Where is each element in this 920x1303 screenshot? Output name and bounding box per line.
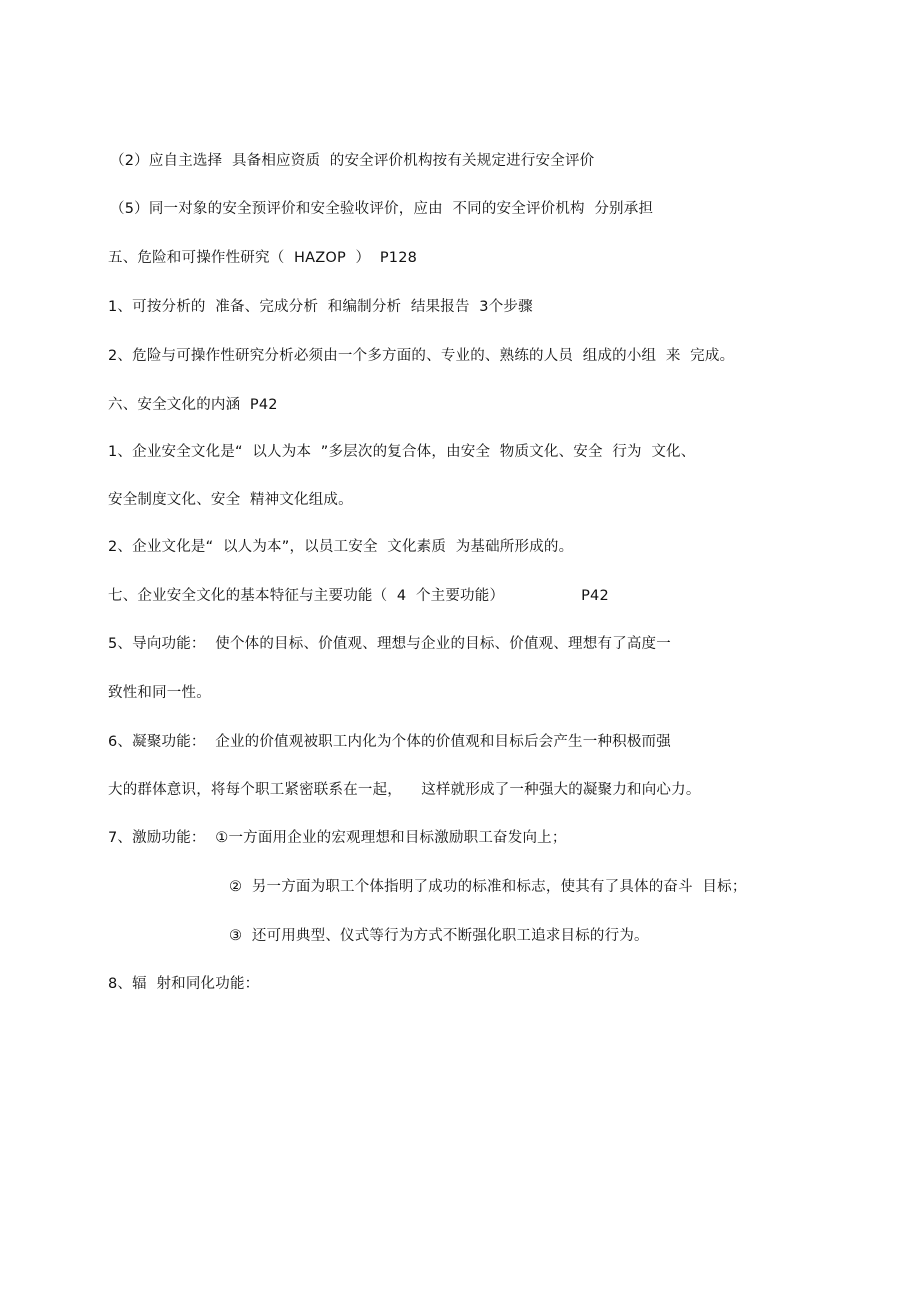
section-heading-7: 七、企业安全文化的基本特征与主要功能（ 4 个主要功能） P42	[108, 588, 609, 604]
text-line-18: 8、辐 射和同化功能：	[108, 976, 260, 992]
text-line-15: 7、激励功能： ①一方面用企业的宏观理想和目标激励职工奋发向上；	[108, 830, 567, 846]
text-line-1: （2）应自主选择 具备相应资质 的安全评价机构按有关规定进行安全评价	[110, 153, 595, 169]
text-line-5: 2、危险与可操作性研究分析必须由一个多方面的、专业的、熟练的人员 组成的小组 来 完成。	[108, 348, 735, 364]
section-heading-6: 六、安全文化的内涵 P42	[108, 397, 278, 413]
text-line-8: 安全制度文化、安全 精神文化组成。	[108, 492, 353, 508]
text-line-9: 2、企业文化是“ 以人为本”，以员工安全 文化素质 为基础所形成的。	[108, 539, 574, 555]
text-line-7: 1、企业安全文化是“ 以人为本 ”多层次的复合体，由安全 物质文化、安全 行为 文化、	[108, 444, 696, 460]
section-heading-5: 五、危险和可操作性研究（ HAZOP ） P128	[108, 250, 418, 266]
text-line-16: ② 另一方面为职工个体指明了成功的标准和标志，使其有了具体的奋斗 目标；	[229, 879, 747, 895]
text-line-13: 6、凝聚功能： 企业的价值观被职工内化为个体的价值观和目标后会产生一种积极而强	[108, 734, 671, 750]
text-line-12: 致性和同一性。	[108, 685, 211, 701]
text-line-4: 1、可按分析的 准备、完成分析 和编制分析 结果报告 3个步骤	[108, 299, 533, 315]
text-line-14: 大的群体意识，将每个职工紧密联系在一起， 这样就形成了一种强大的凝聚力和向心力。	[108, 782, 701, 798]
text-line-11: 5、导向功能： 使个体的目标、价值观、理想与企业的目标、价值观、理想有了高度一	[108, 636, 671, 652]
text-line-17: ③ 还可用典型、仪式等行为方式不断强化职工追求目标的行为。	[229, 928, 649, 944]
text-line-2: （5）同一对象的安全预评价和安全验收评价，应由 不同的安全评价机构 分别承担	[110, 201, 654, 217]
